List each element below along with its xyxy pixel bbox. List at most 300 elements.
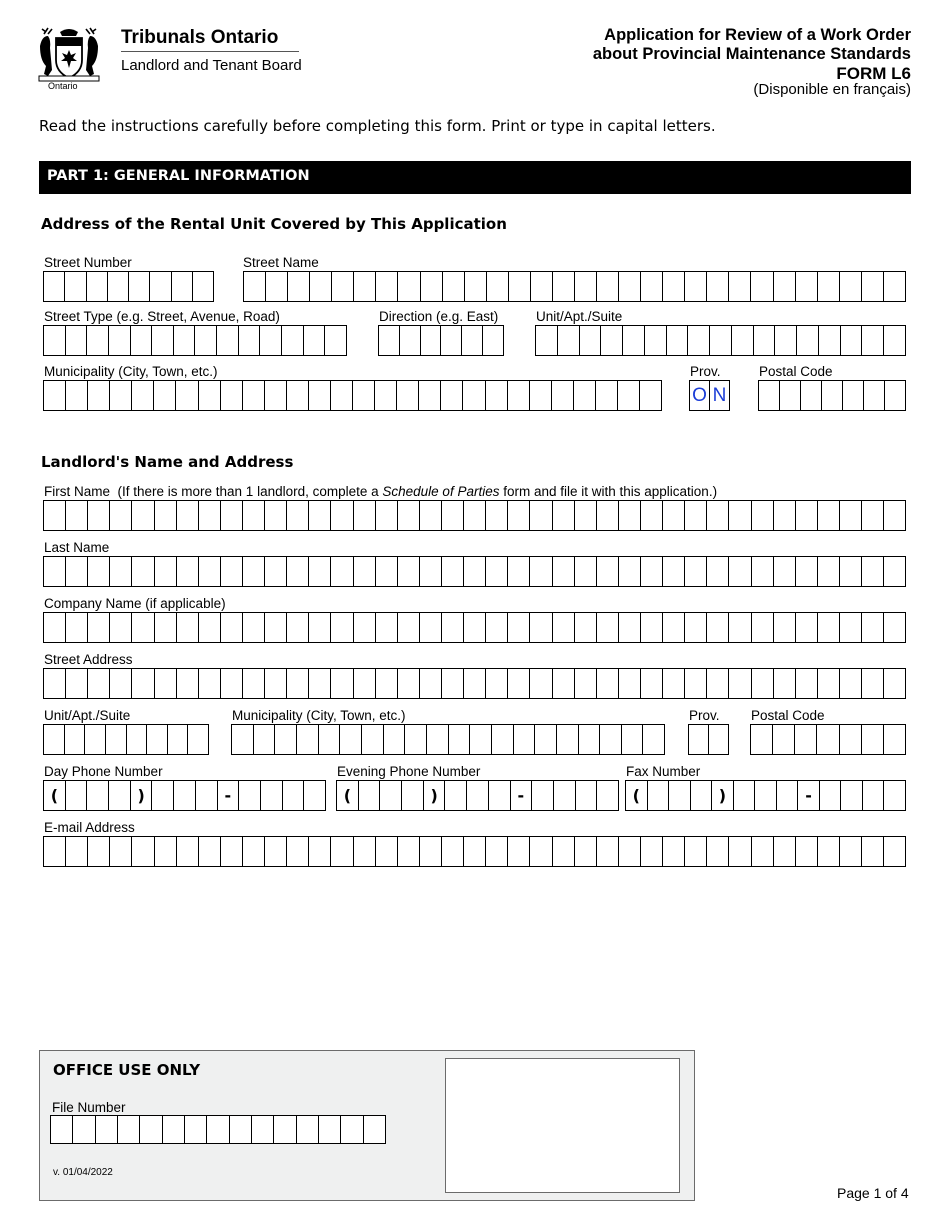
char-box[interactable] — [199, 557, 221, 586]
char-box[interactable] — [199, 669, 221, 698]
char-box[interactable] — [147, 725, 168, 754]
char-box[interactable] — [862, 613, 884, 642]
char-box[interactable] — [85, 725, 106, 754]
char-box[interactable] — [441, 326, 462, 355]
char-box[interactable] — [87, 326, 109, 355]
char-box[interactable] — [774, 557, 796, 586]
char-box[interactable] — [818, 272, 840, 301]
char-box[interactable] — [199, 837, 221, 866]
char-box[interactable] — [508, 669, 530, 698]
char-box[interactable] — [553, 272, 575, 301]
char-box[interactable] — [177, 837, 199, 866]
company-name-input[interactable] — [43, 612, 906, 643]
char-box[interactable] — [354, 501, 376, 530]
char-box[interactable] — [152, 781, 174, 810]
char-box[interactable] — [508, 501, 530, 530]
char-box[interactable] — [196, 781, 218, 810]
char-box[interactable] — [354, 557, 376, 586]
char-box[interactable] — [331, 557, 353, 586]
char-box[interactable] — [840, 725, 862, 754]
char-box[interactable] — [132, 501, 154, 530]
char-box[interactable] — [580, 326, 602, 355]
char-box[interactable] — [597, 272, 619, 301]
char-box[interactable] — [132, 557, 154, 586]
char-box[interactable] — [707, 272, 729, 301]
char-box[interactable]: ) — [131, 781, 153, 810]
char-box[interactable] — [155, 669, 177, 698]
char-box[interactable] — [354, 613, 376, 642]
char-box[interactable] — [575, 669, 597, 698]
char-box[interactable] — [884, 326, 905, 355]
char-box[interactable] — [88, 837, 110, 866]
char-box[interactable] — [88, 501, 110, 530]
char-box[interactable] — [331, 837, 353, 866]
char-box[interactable] — [155, 501, 177, 530]
char-box[interactable] — [110, 669, 132, 698]
char-box[interactable] — [575, 837, 597, 866]
char-box[interactable] — [118, 1116, 140, 1143]
char-box[interactable] — [755, 781, 777, 810]
char-box[interactable] — [177, 613, 199, 642]
char-box[interactable] — [862, 837, 884, 866]
char-box[interactable] — [172, 272, 193, 301]
char-box[interactable] — [663, 837, 685, 866]
char-box[interactable] — [341, 1116, 363, 1143]
char-box[interactable] — [400, 326, 421, 355]
char-box[interactable] — [487, 272, 509, 301]
char-box[interactable] — [840, 557, 862, 586]
char-box[interactable] — [65, 272, 86, 301]
char-box[interactable] — [199, 381, 221, 410]
char-box[interactable] — [176, 381, 198, 410]
char-box[interactable] — [109, 781, 131, 810]
char-box[interactable] — [163, 1116, 185, 1143]
char-box[interactable] — [354, 837, 376, 866]
street-type-input[interactable] — [43, 325, 347, 356]
char-box[interactable] — [623, 326, 645, 355]
char-box[interactable] — [508, 613, 530, 642]
char-box[interactable] — [96, 1116, 118, 1143]
char-box[interactable] — [309, 837, 331, 866]
char-box[interactable] — [801, 381, 822, 410]
char-box[interactable] — [44, 272, 65, 301]
char-box[interactable] — [818, 613, 840, 642]
char-box[interactable] — [774, 669, 796, 698]
char-box[interactable] — [108, 272, 129, 301]
char-box[interactable] — [530, 501, 552, 530]
char-box[interactable] — [797, 326, 819, 355]
char-box[interactable] — [796, 837, 818, 866]
street-number-input[interactable] — [43, 271, 214, 302]
char-box[interactable] — [552, 381, 574, 410]
char-box[interactable] — [752, 669, 774, 698]
municipality-input[interactable] — [43, 380, 662, 411]
char-box[interactable] — [132, 381, 154, 410]
char-box[interactable] — [486, 669, 508, 698]
char-box[interactable] — [193, 272, 213, 301]
char-box[interactable] — [221, 837, 243, 866]
char-box[interactable] — [795, 725, 817, 754]
char-box[interactable] — [532, 781, 554, 810]
char-box[interactable] — [232, 725, 254, 754]
char-box[interactable] — [862, 725, 884, 754]
char-box[interactable] — [691, 781, 713, 810]
char-box[interactable] — [663, 272, 685, 301]
char-box[interactable] — [65, 725, 86, 754]
char-box[interactable] — [154, 381, 176, 410]
char-box[interactable] — [66, 781, 88, 810]
char-box[interactable] — [402, 781, 424, 810]
char-box[interactable] — [221, 613, 243, 642]
unit-input[interactable] — [535, 325, 906, 356]
char-box[interactable] — [239, 326, 261, 355]
char-box[interactable] — [843, 381, 864, 410]
char-box[interactable] — [309, 669, 331, 698]
char-box[interactable] — [597, 669, 619, 698]
char-box[interactable] — [862, 669, 884, 698]
char-box[interactable] — [709, 725, 728, 754]
char-box[interactable] — [449, 725, 471, 754]
char-box[interactable] — [729, 557, 751, 586]
char-box[interactable] — [597, 501, 619, 530]
day-phone-input[interactable] — [43, 780, 326, 811]
char-box[interactable] — [685, 837, 707, 866]
char-box[interactable] — [530, 613, 552, 642]
char-box[interactable] — [221, 381, 243, 410]
char-box[interactable] — [685, 669, 707, 698]
char-box[interactable] — [207, 1116, 229, 1143]
char-box[interactable]: - — [511, 781, 533, 810]
char-box[interactable] — [260, 326, 282, 355]
char-box[interactable] — [530, 557, 552, 586]
char-box[interactable] — [884, 501, 905, 530]
char-box[interactable] — [332, 272, 354, 301]
char-box[interactable] — [619, 669, 641, 698]
char-box[interactable] — [819, 326, 841, 355]
char-box[interactable] — [486, 613, 508, 642]
char-box[interactable] — [553, 501, 575, 530]
char-box[interactable] — [464, 669, 486, 698]
char-box[interactable] — [427, 725, 449, 754]
char-box[interactable] — [462, 326, 483, 355]
char-box[interactable] — [304, 781, 325, 810]
char-box[interactable] — [862, 501, 884, 530]
char-box[interactable]: ( — [626, 781, 648, 810]
first-name-input[interactable] — [43, 500, 906, 531]
char-box[interactable]: - — [218, 781, 240, 810]
char-box[interactable] — [44, 501, 66, 530]
char-box[interactable] — [88, 613, 110, 642]
char-box[interactable]: - — [798, 781, 820, 810]
char-box[interactable] — [467, 781, 489, 810]
char-box[interactable] — [297, 725, 319, 754]
char-box[interactable] — [864, 381, 885, 410]
char-box[interactable] — [463, 381, 485, 410]
char-box[interactable] — [884, 837, 905, 866]
char-box[interactable] — [751, 725, 773, 754]
char-box[interactable] — [44, 837, 66, 866]
char-box[interactable] — [442, 669, 464, 698]
fax-input[interactable] — [625, 780, 906, 811]
char-box[interactable] — [442, 837, 464, 866]
char-box[interactable] — [884, 725, 905, 754]
char-box[interactable] — [51, 1116, 73, 1143]
char-box[interactable] — [752, 557, 774, 586]
char-box[interactable] — [710, 326, 732, 355]
char-box[interactable] — [486, 501, 508, 530]
char-box[interactable] — [796, 501, 818, 530]
char-box[interactable] — [554, 781, 576, 810]
char-box[interactable] — [44, 669, 66, 698]
char-box[interactable] — [669, 781, 691, 810]
char-box[interactable] — [508, 381, 530, 410]
char-box[interactable] — [309, 501, 331, 530]
char-box[interactable] — [777, 781, 799, 810]
char-box[interactable] — [331, 501, 353, 530]
char-box[interactable] — [648, 781, 670, 810]
char-box[interactable] — [88, 557, 110, 586]
char-box[interactable] — [309, 613, 331, 642]
char-box[interactable] — [397, 381, 419, 410]
char-box[interactable] — [420, 837, 442, 866]
char-box[interactable] — [168, 725, 189, 754]
char-box[interactable] — [421, 326, 442, 355]
char-box[interactable] — [419, 381, 441, 410]
char-box[interactable] — [188, 725, 208, 754]
char-box[interactable] — [483, 326, 503, 355]
char-box[interactable] — [775, 326, 797, 355]
char-box[interactable] — [464, 501, 486, 530]
char-box[interactable] — [109, 326, 131, 355]
char-box[interactable] — [243, 613, 265, 642]
char-box[interactable] — [619, 557, 641, 586]
char-box[interactable] — [641, 613, 663, 642]
char-box[interactable] — [340, 725, 362, 754]
char-box[interactable] — [398, 613, 420, 642]
char-box[interactable] — [841, 781, 863, 810]
char-box[interactable] — [818, 837, 840, 866]
char-box[interactable] — [283, 781, 305, 810]
char-box[interactable] — [685, 613, 707, 642]
char-box[interactable] — [596, 381, 618, 410]
char-box[interactable] — [265, 837, 287, 866]
char-box[interactable] — [199, 501, 221, 530]
char-box[interactable] — [44, 613, 66, 642]
char-box[interactable] — [375, 381, 397, 410]
char-box[interactable] — [44, 725, 65, 754]
char-box[interactable] — [774, 272, 796, 301]
char-box[interactable] — [398, 272, 420, 301]
char-box[interactable] — [265, 669, 287, 698]
char-box[interactable] — [398, 837, 420, 866]
char-box[interactable] — [140, 1116, 162, 1143]
char-box[interactable] — [420, 613, 442, 642]
char-box[interactable] — [110, 501, 132, 530]
char-box[interactable] — [619, 613, 641, 642]
char-box[interactable] — [862, 326, 884, 355]
direction-input[interactable] — [378, 325, 504, 356]
char-box[interactable] — [132, 837, 154, 866]
char-box[interactable] — [553, 557, 575, 586]
char-box[interactable] — [884, 781, 905, 810]
char-box[interactable] — [579, 725, 601, 754]
char-box[interactable] — [177, 501, 199, 530]
char-box[interactable] — [688, 326, 710, 355]
char-box[interactable] — [734, 781, 756, 810]
char-box[interactable] — [597, 613, 619, 642]
char-box[interactable] — [442, 613, 464, 642]
char-box[interactable] — [486, 557, 508, 586]
char-box[interactable] — [73, 1116, 95, 1143]
char-box[interactable] — [884, 557, 905, 586]
char-box[interactable] — [732, 326, 754, 355]
char-box[interactable] — [221, 669, 243, 698]
char-box[interactable] — [87, 272, 108, 301]
char-box[interactable] — [88, 381, 110, 410]
char-box[interactable] — [131, 326, 153, 355]
char-box[interactable] — [535, 725, 557, 754]
char-box[interactable] — [266, 272, 288, 301]
char-box[interactable] — [707, 613, 729, 642]
char-box[interactable] — [464, 557, 486, 586]
char-box[interactable] — [359, 781, 381, 810]
char-box[interactable] — [66, 669, 88, 698]
char-box[interactable] — [274, 1116, 296, 1143]
char-box[interactable] — [685, 501, 707, 530]
char-box[interactable] — [863, 781, 885, 810]
char-box[interactable] — [44, 557, 66, 586]
char-box[interactable] — [66, 557, 88, 586]
char-box[interactable] — [379, 326, 400, 355]
char-box[interactable] — [641, 557, 663, 586]
char-box[interactable] — [275, 725, 297, 754]
char-box[interactable] — [509, 272, 531, 301]
char-box[interactable] — [840, 837, 862, 866]
char-box[interactable] — [152, 326, 174, 355]
char-box[interactable] — [319, 725, 341, 754]
char-box[interactable] — [421, 272, 443, 301]
char-box[interactable] — [309, 381, 331, 410]
char-box[interactable] — [752, 613, 774, 642]
char-box[interactable] — [514, 725, 536, 754]
char-box[interactable] — [66, 837, 88, 866]
char-box[interactable] — [66, 501, 88, 530]
char-box[interactable] — [752, 501, 774, 530]
char-box[interactable] — [331, 669, 353, 698]
char-box[interactable] — [729, 837, 751, 866]
char-box[interactable] — [576, 781, 598, 810]
char-box[interactable] — [325, 326, 346, 355]
char-box[interactable] — [884, 613, 905, 642]
char-box[interactable] — [774, 613, 796, 642]
char-box[interactable] — [553, 837, 575, 866]
char-box[interactable] — [243, 381, 265, 410]
char-box[interactable] — [199, 613, 221, 642]
char-box[interactable] — [265, 613, 287, 642]
char-box[interactable] — [362, 725, 384, 754]
char-box[interactable] — [597, 557, 619, 586]
char-box[interactable]: ) — [712, 781, 734, 810]
char-box[interactable] — [66, 381, 88, 410]
char-box[interactable] — [820, 781, 842, 810]
street-name-input[interactable] — [243, 271, 906, 302]
char-box[interactable] — [818, 557, 840, 586]
char-box[interactable] — [376, 613, 398, 642]
char-box[interactable] — [492, 725, 514, 754]
char-box[interactable] — [530, 837, 552, 866]
landlord-unit-input[interactable] — [43, 724, 209, 755]
char-box[interactable] — [531, 272, 553, 301]
char-box[interactable] — [239, 781, 261, 810]
char-box[interactable] — [174, 326, 196, 355]
char-box[interactable] — [640, 381, 661, 410]
char-box[interactable] — [575, 557, 597, 586]
char-box[interactable] — [398, 669, 420, 698]
char-box[interactable] — [287, 557, 309, 586]
char-box[interactable] — [597, 837, 619, 866]
char-box[interactable] — [244, 272, 266, 301]
char-box[interactable] — [822, 381, 843, 410]
char-box[interactable] — [110, 381, 132, 410]
char-box[interactable] — [464, 613, 486, 642]
landlord-prov-input[interactable] — [688, 724, 729, 755]
char-box[interactable] — [643, 725, 664, 754]
char-box[interactable] — [685, 557, 707, 586]
char-box[interactable] — [265, 557, 287, 586]
char-box[interactable] — [420, 669, 442, 698]
char-box[interactable] — [243, 837, 265, 866]
char-box[interactable] — [110, 557, 132, 586]
char-box[interactable] — [217, 326, 239, 355]
char-box[interactable] — [155, 557, 177, 586]
char-box[interactable]: ) — [424, 781, 446, 810]
char-box[interactable] — [319, 1116, 341, 1143]
char-box[interactable]: ( — [44, 781, 66, 810]
char-box[interactable] — [558, 326, 580, 355]
char-box[interactable] — [150, 272, 171, 301]
char-box[interactable] — [536, 326, 558, 355]
char-box[interactable] — [600, 725, 622, 754]
char-box[interactable] — [243, 669, 265, 698]
landlord-municipality-input[interactable] — [231, 724, 665, 755]
char-box[interactable] — [641, 669, 663, 698]
char-box[interactable] — [796, 613, 818, 642]
char-box[interactable] — [384, 725, 406, 754]
char-box[interactable] — [575, 501, 597, 530]
char-box[interactable] — [331, 613, 353, 642]
char-box[interactable] — [754, 326, 776, 355]
email-input[interactable] — [43, 836, 906, 867]
char-box[interactable] — [752, 837, 774, 866]
char-box[interactable] — [282, 326, 304, 355]
char-box[interactable] — [796, 557, 818, 586]
char-box[interactable] — [689, 725, 709, 754]
char-box[interactable] — [840, 501, 862, 530]
char-box[interactable] — [331, 381, 353, 410]
char-box[interactable] — [376, 557, 398, 586]
char-box[interactable] — [185, 1116, 207, 1143]
char-box[interactable] — [66, 613, 88, 642]
char-box[interactable] — [309, 557, 331, 586]
char-box[interactable] — [44, 326, 66, 355]
char-box[interactable] — [261, 781, 283, 810]
char-box[interactable] — [465, 272, 487, 301]
char-box[interactable] — [818, 501, 840, 530]
char-box[interactable] — [817, 725, 839, 754]
char-box[interactable] — [597, 781, 618, 810]
char-box[interactable] — [641, 501, 663, 530]
street-address-input[interactable] — [43, 668, 906, 699]
